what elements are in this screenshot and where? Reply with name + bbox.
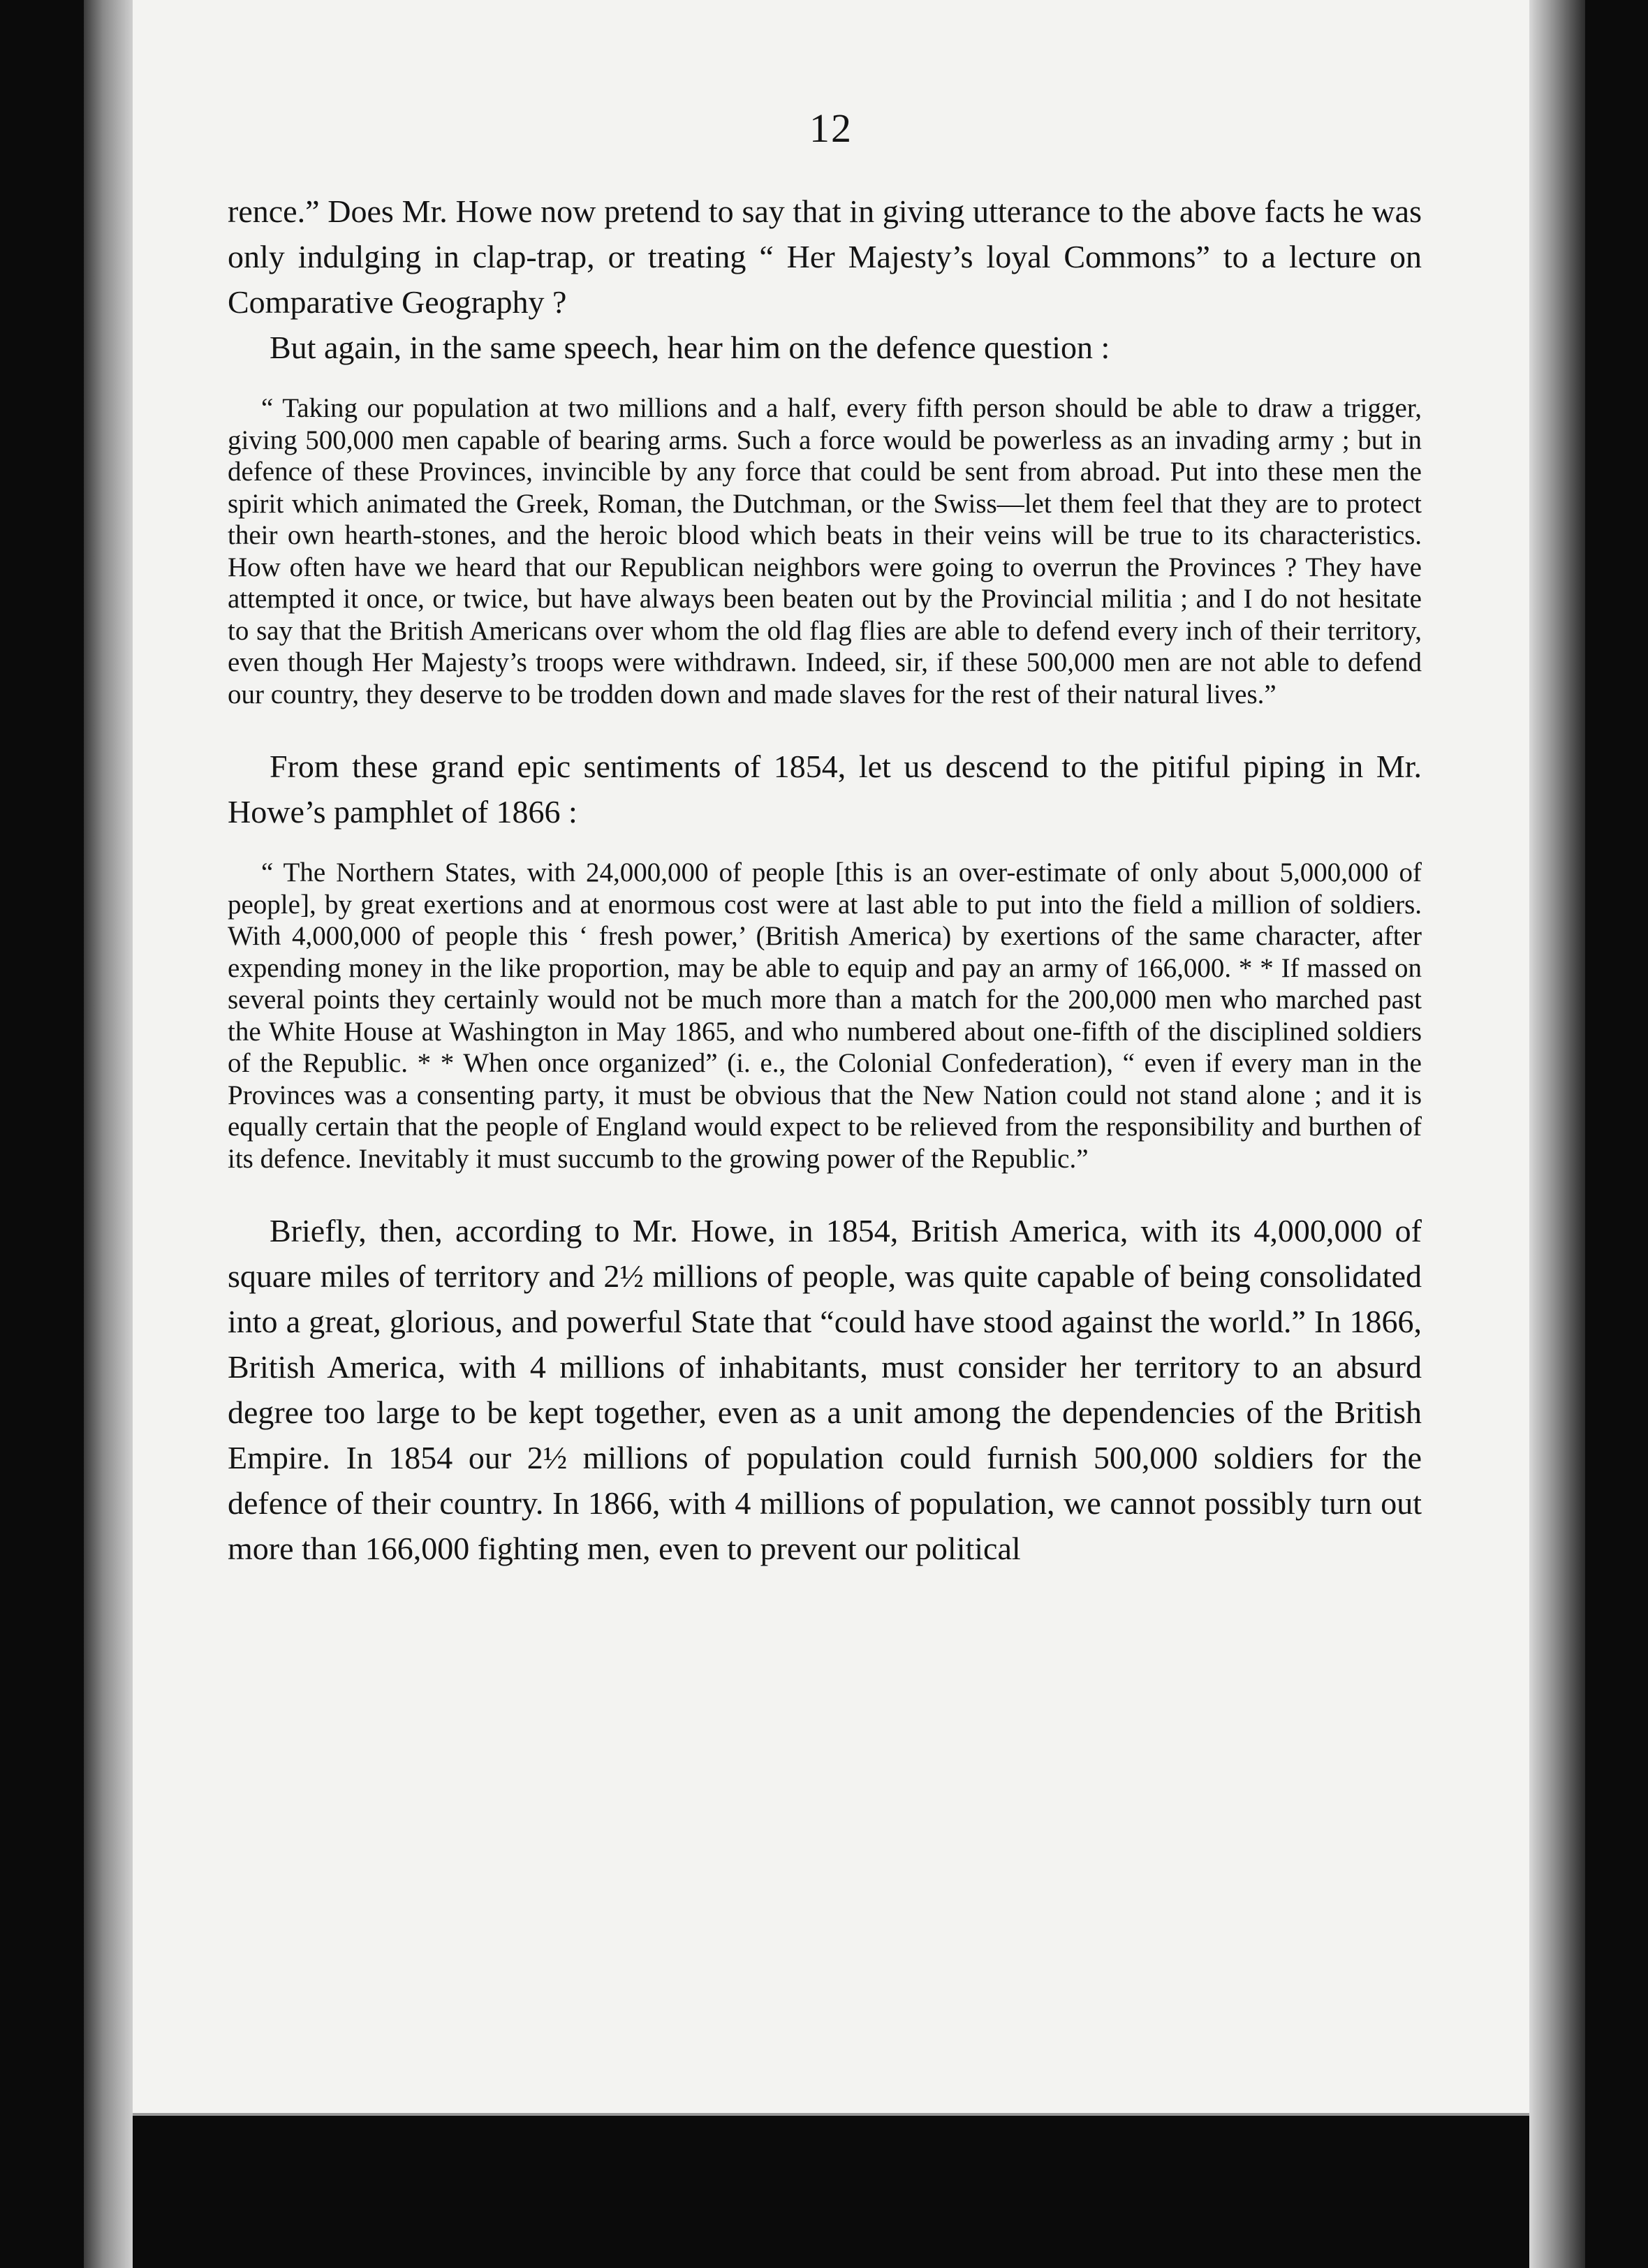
spacer	[228, 370, 1422, 392]
paragraph-briefly: Briefly, then, according to Mr. Howe, in 1854, British America, with its 4,000,000 of square miles of territory and 2½ millions of people, was quite capable of being consolidated into a great, glorious, and powerful State that “could have stood against the world.” In 1866, British America, with 4 millions of inhabitants, must consider her territory to an absurd degree too large to be kept together, even as a unit among the dependencies of the British Empire. In 1854 our 2½ millions of population could furnish 500,000 soldiers for the defence of their country. In 1866, with 4 millions of population, we cannot possibly turn out more than 166,000 fighting men, even to prevent our political	[228, 1213, 1422, 1566]
page-text-body	[228, 189, 1422, 1571]
quotation-1854-speech: “ Taking our population at two millions and a half, every fifth person should be able to draw a trigger, giving 500,000 men capable of bearing arms. Such a force would be powerless as an invading army ; but in defence of these Provinces, invincible by any force that could be sent from abroad. Put into these men the spirit which animated the Greek, Roman, the Dutchman, or the Swiss—let them feel that they are to protect their own hearth-stones, and the heroic blood which beats in their veins will be true to its characteristics. How often have we heard that our Republican neighbors were going to overrun the Provinces ? They have attempted it once, or twice, but have always been beaten out by the Provincial militia ; and I do not hesitate to say that the British Americans over whom the old flag flies are able to defend every inch of their territory, even though Her Majesty’s troops were withdrawn. Indeed, sir, if these 500,000 men are not able to defend our country, they deserve to be trodden down and made slaves for the rest of their natural lives.”	[228, 393, 1422, 709]
spacer	[228, 710, 1422, 744]
quotation-1866-pamphlet: “ The Northern States, with 24,000,000 of people [this is an over-estimate of only about 5,000,000 of people], by great exertions and at enormous cost were at last able to put into the field a million of soldiers. With 4,000,000 of people this ‘ fresh power,’ (British America) by exertions of the same character, after expending money in the like proportion, may be able to equip and pay an army of 166,000. * * If massed on several points they certainly would not be much more than a match for the 200,000 men who marched past the White House at Washington in May 1865, and who numbered about one-fifth of the disciplined soldiers of the Republic. * * When once organized” (i. e., the Colonial Confederation), “ even if every man in the Provinces was a consenting party, it must be obvious that the New Nation could not stand alone ; and it is equally certain that the people of England would expect to be relieved from the responsibility and burthen of its defence. Inevitably it must succumb to the growing power of the Republic.”	[228, 857, 1422, 1174]
paragraph-defence-question: But again, in the same speech, hear him on the defence question :	[270, 330, 1110, 365]
book-gutter-left	[84, 0, 133, 2268]
book-edge-right	[1529, 0, 1585, 2268]
paragraph-epic-sentiments: From these grand epic sentiments of 1854, let us descend to the pitiful piping in Mr. Howe’s pamphlet of 1866 :	[228, 749, 1422, 830]
scan-background-bottom	[133, 2116, 1529, 2268]
spacer	[228, 1174, 1422, 1208]
spacer	[228, 834, 1422, 857]
paragraph-continuation: rence.” Does Mr. Howe now pretend to say that in giving utterance to the above facts he was only indulging in clap-trap, or treating “ Her Majesty’s loyal Commons” to a lecture on Comparative Geography ?	[228, 193, 1422, 320]
page-number: 12	[809, 105, 853, 151]
